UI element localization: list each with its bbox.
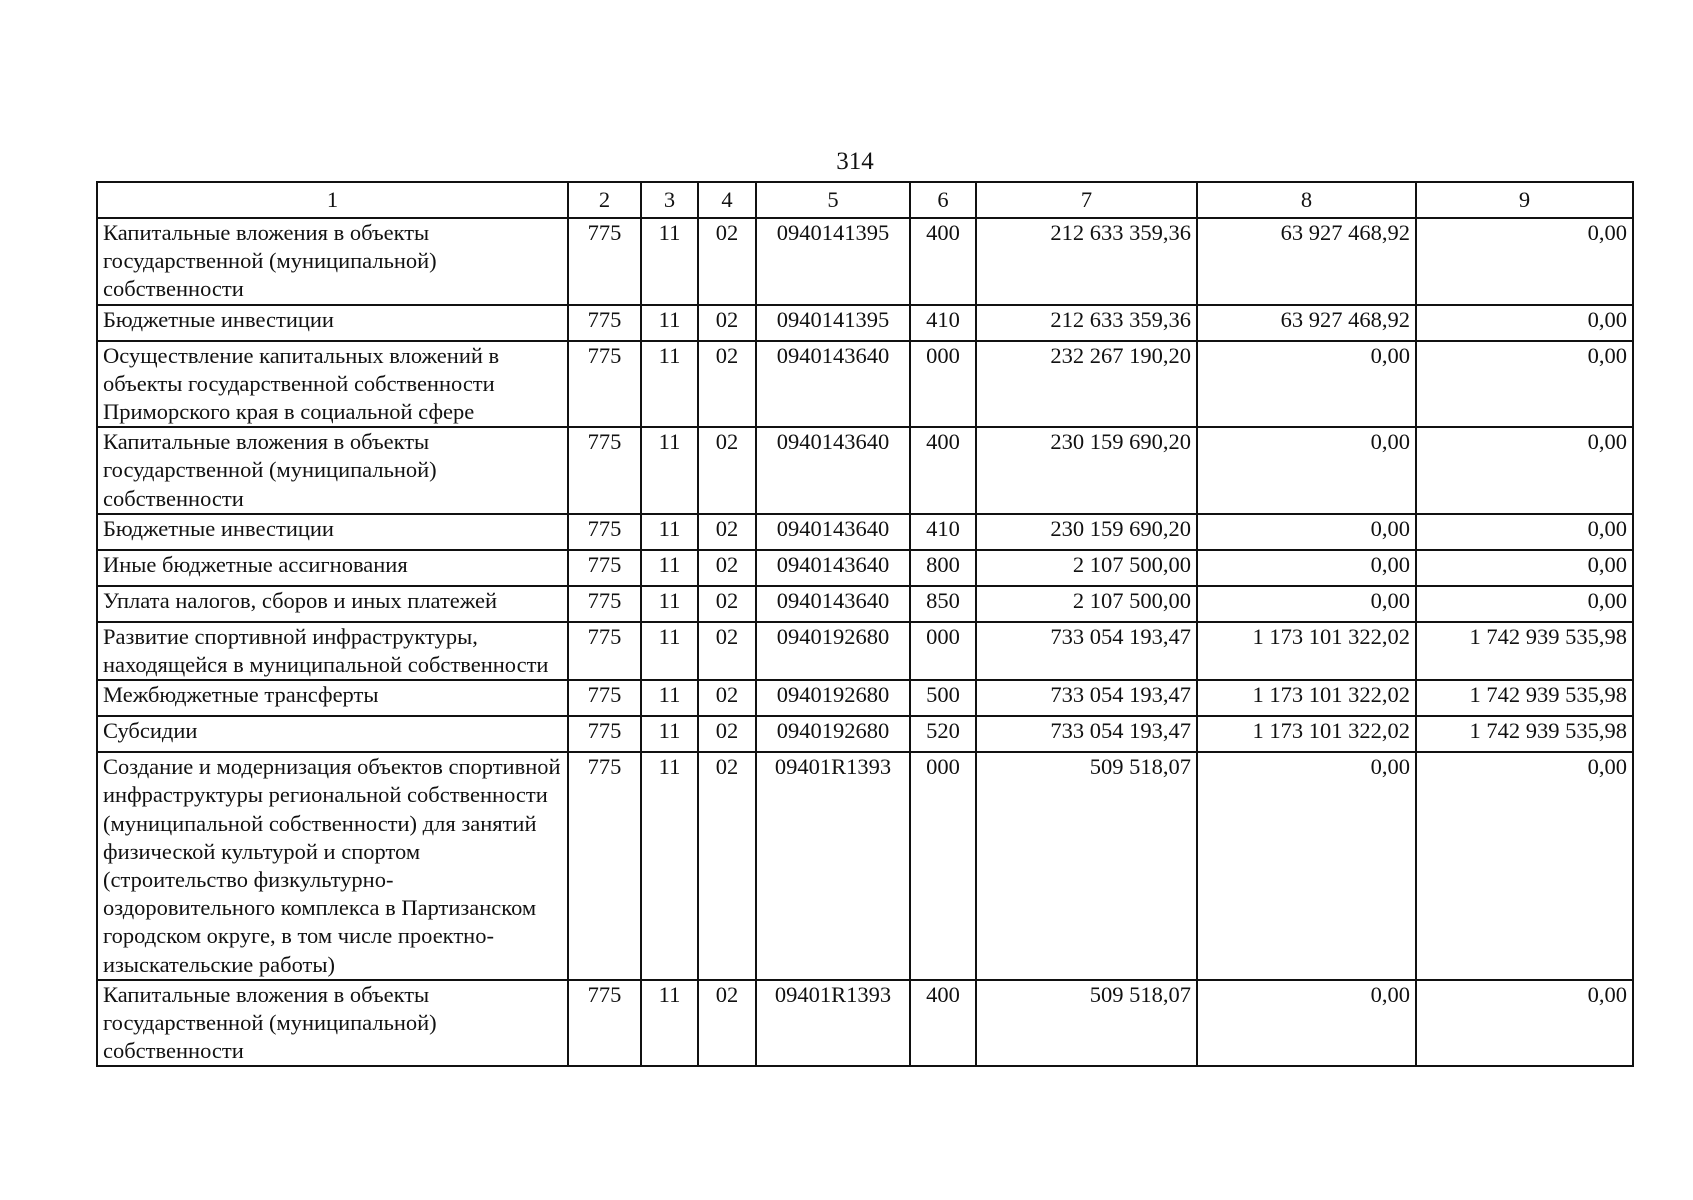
code-cell: 11 [641, 305, 698, 341]
amount-cell: 733 054 193,47 [976, 716, 1197, 752]
code-cell: 02 [698, 427, 756, 514]
code-cell: 775 [568, 622, 641, 680]
code-cell: 11 [641, 341, 698, 428]
code-cell: 0940143640 [756, 586, 910, 622]
row-name: Субсидии [97, 716, 568, 752]
amount-cell: 1 173 101 322,02 [1197, 716, 1416, 752]
code-cell: 02 [698, 716, 756, 752]
code-cell: 000 [910, 622, 976, 680]
code-cell: 775 [568, 305, 641, 341]
amount-cell: 212 633 359,36 [976, 218, 1197, 305]
code-cell: 11 [641, 980, 698, 1067]
code-cell: 775 [568, 514, 641, 550]
row-name: Уплата налогов, сборов и иных платежей [97, 586, 568, 622]
code-cell: 0940143640 [756, 341, 910, 428]
page-number: 314 [836, 148, 874, 175]
code-cell: 09401R1393 [756, 980, 910, 1067]
budget-table [96, 181, 1634, 1067]
code-cell: 400 [910, 427, 976, 514]
code-cell: 02 [698, 980, 756, 1067]
row-name: Осуществление капитальных вложений в объекты государственной собственности Приморского края в социальной сфере [97, 341, 568, 428]
amount-cell: 1 742 939 535,98 [1416, 716, 1633, 752]
table-row [97, 622, 1633, 680]
code-cell: 400 [910, 980, 976, 1067]
code-cell: 02 [698, 514, 756, 550]
code-cell: 520 [910, 716, 976, 752]
code-cell: 0940143640 [756, 514, 910, 550]
amount-cell: 1 742 939 535,98 [1416, 622, 1633, 680]
column-header: 2 [568, 182, 641, 218]
row-name: Развитие спортивной инфраструктуры, находящейся в муниципальной собственности [97, 622, 568, 680]
amount-cell: 0,00 [1416, 218, 1633, 305]
code-cell: 775 [568, 716, 641, 752]
row-name: Межбюджетные трансферты [97, 680, 568, 716]
table-row [97, 586, 1633, 622]
code-cell: 02 [698, 680, 756, 716]
code-cell: 02 [698, 586, 756, 622]
amount-cell: 230 159 690,20 [976, 514, 1197, 550]
code-cell: 410 [910, 514, 976, 550]
row-name: Создание и модернизация объектов спортивной инфраструктуры региональной собственности (муниципальной собственности) для занятий физической культурой и спортом (строительство физкультурно-оздоровительного комплекса в Партизанском городском округе, в том числе проектно-изыскательские работы) [97, 752, 568, 980]
code-cell: 000 [910, 341, 976, 428]
code-cell: 0940143640 [756, 427, 910, 514]
code-cell: 0940192680 [756, 716, 910, 752]
column-header: 4 [698, 182, 756, 218]
code-cell: 02 [698, 305, 756, 341]
amount-cell: 0,00 [1197, 980, 1416, 1067]
code-cell: 775 [568, 752, 641, 980]
code-cell: 11 [641, 680, 698, 716]
code-cell: 775 [568, 680, 641, 716]
code-cell: 11 [641, 586, 698, 622]
amount-cell: 0,00 [1416, 586, 1633, 622]
amount-cell: 0,00 [1416, 980, 1633, 1067]
table-row [97, 514, 1633, 550]
table-row [97, 341, 1633, 428]
code-cell: 11 [641, 427, 698, 514]
amount-cell: 0,00 [1416, 514, 1633, 550]
amount-cell: 0,00 [1416, 427, 1633, 514]
column-header: 8 [1197, 182, 1416, 218]
code-cell: 11 [641, 622, 698, 680]
amount-cell: 1 742 939 535,98 [1416, 680, 1633, 716]
row-name: Бюджетные инвестиции [97, 305, 568, 341]
amount-cell: 0,00 [1416, 305, 1633, 341]
code-cell: 02 [698, 622, 756, 680]
code-cell: 0940141395 [756, 305, 910, 341]
code-cell: 11 [641, 514, 698, 550]
code-cell: 775 [568, 980, 641, 1067]
amount-cell: 1 173 101 322,02 [1197, 680, 1416, 716]
code-cell: 0940192680 [756, 622, 910, 680]
column-header: 6 [910, 182, 976, 218]
table-row [97, 716, 1633, 752]
row-name: Капитальные вложения в объекты государственной (муниципальной) собственности [97, 427, 568, 514]
code-cell: 11 [641, 752, 698, 980]
code-cell: 775 [568, 550, 641, 586]
column-header: 7 [976, 182, 1197, 218]
row-name: Иные бюджетные ассигнования [97, 550, 568, 586]
amount-cell: 733 054 193,47 [976, 680, 1197, 716]
code-cell: 0940143640 [756, 550, 910, 586]
row-name: Бюджетные инвестиции [97, 514, 568, 550]
column-header: 9 [1416, 182, 1633, 218]
row-name: Капитальные вложения в объекты государственной (муниципальной) собственности [97, 218, 568, 305]
amount-cell: 733 054 193,47 [976, 622, 1197, 680]
amount-cell: 63 927 468,92 [1197, 218, 1416, 305]
amount-cell: 232 267 190,20 [976, 341, 1197, 428]
table-row [97, 305, 1633, 341]
code-cell: 400 [910, 218, 976, 305]
amount-cell: 0,00 [1197, 550, 1416, 586]
column-header: 3 [641, 182, 698, 218]
code-cell: 11 [641, 550, 698, 586]
amount-cell: 0,00 [1416, 752, 1633, 980]
amount-cell: 509 518,07 [976, 752, 1197, 980]
amount-cell: 0,00 [1416, 341, 1633, 428]
amount-cell: 0,00 [1416, 550, 1633, 586]
table-row [97, 427, 1633, 514]
amount-cell: 0,00 [1197, 752, 1416, 980]
code-cell: 11 [641, 218, 698, 305]
code-cell: 02 [698, 550, 756, 586]
code-cell: 02 [698, 752, 756, 980]
code-cell: 02 [698, 218, 756, 305]
row-name: Капитальные вложения в объекты государственной (муниципальной) собственности [97, 980, 568, 1067]
amount-cell: 230 159 690,20 [976, 427, 1197, 514]
code-cell: 0940141395 [756, 218, 910, 305]
code-cell: 09401R1393 [756, 752, 910, 980]
table-row [97, 680, 1633, 716]
code-cell: 02 [698, 341, 756, 428]
amount-cell: 0,00 [1197, 341, 1416, 428]
table-header-row [97, 182, 1633, 218]
code-cell: 775 [568, 586, 641, 622]
amount-cell: 1 173 101 322,02 [1197, 622, 1416, 680]
code-cell: 410 [910, 305, 976, 341]
amount-cell: 0,00 [1197, 427, 1416, 514]
table-row [97, 980, 1633, 1067]
code-cell: 0940192680 [756, 680, 910, 716]
table-row [97, 752, 1633, 980]
code-cell: 850 [910, 586, 976, 622]
column-header: 5 [756, 182, 910, 218]
code-cell: 800 [910, 550, 976, 586]
code-cell: 775 [568, 218, 641, 305]
amount-cell: 0,00 [1197, 586, 1416, 622]
column-header: 1 [97, 182, 568, 218]
table-row [97, 550, 1633, 586]
code-cell: 500 [910, 680, 976, 716]
amount-cell: 2 107 500,00 [976, 550, 1197, 586]
table-row [97, 218, 1633, 305]
code-cell: 775 [568, 427, 641, 514]
amount-cell: 212 633 359,36 [976, 305, 1197, 341]
code-cell: 11 [641, 716, 698, 752]
code-cell: 775 [568, 341, 641, 428]
code-cell: 000 [910, 752, 976, 980]
amount-cell: 2 107 500,00 [976, 586, 1197, 622]
amount-cell: 63 927 468,92 [1197, 305, 1416, 341]
amount-cell: 509 518,07 [976, 980, 1197, 1067]
amount-cell: 0,00 [1197, 514, 1416, 550]
